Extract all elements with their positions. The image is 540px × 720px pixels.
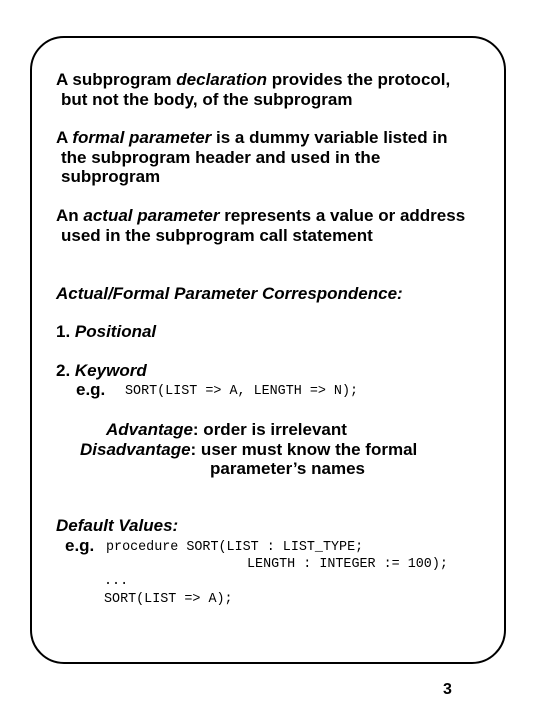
item-positional: 1. Positional bbox=[56, 322, 157, 341]
correspondence-heading: Actual/Formal Parameter Correspondence: bbox=[56, 284, 403, 303]
declaration-line-2: but not the body, of the subprogram bbox=[61, 90, 353, 109]
formal-line-3: subprogram bbox=[61, 167, 161, 186]
keyword-eg-label: e.g. bbox=[76, 380, 106, 399]
term-formal-parameter: formal parameter bbox=[72, 128, 212, 147]
default-eg-label: e.g. bbox=[65, 536, 95, 555]
declaration-line-1: A subprogram declaration provides the protocol, bbox=[56, 70, 451, 89]
default-code-line-2: LENGTH : INTEGER := 100); bbox=[247, 557, 448, 572]
page-number: 3 bbox=[443, 681, 452, 698]
default-code-line-3: ... bbox=[104, 574, 129, 589]
disadvantage-line-2: parameter’s names bbox=[210, 459, 365, 478]
keyword-code-example: SORT(LIST => A, LENGTH => N); bbox=[125, 384, 359, 399]
actual-line-2: used in the subprogram call statement bbox=[61, 226, 373, 245]
default-code-line-4: SORT(LIST => A); bbox=[104, 592, 233, 607]
actual-line-1: An actual parameter represents a value or address bbox=[56, 206, 466, 225]
term-actual-parameter: actual parameter bbox=[83, 206, 220, 225]
formal-line-1: A formal parameter is a dummy variable listed in bbox=[56, 128, 448, 147]
term-declaration: declaration bbox=[176, 70, 267, 89]
advantage-line: Advantage: order is irrelevant bbox=[106, 420, 347, 439]
item-keyword: 2. Keyword bbox=[56, 361, 147, 380]
formal-line-2: the subprogram header and used in the bbox=[61, 148, 381, 167]
default-values-heading: Default Values: bbox=[56, 516, 179, 535]
default-code-line-1: procedure SORT(LIST : LIST_TYPE; bbox=[106, 540, 364, 555]
disadvantage-line: Disadvantage: user must know the formal bbox=[80, 440, 418, 459]
